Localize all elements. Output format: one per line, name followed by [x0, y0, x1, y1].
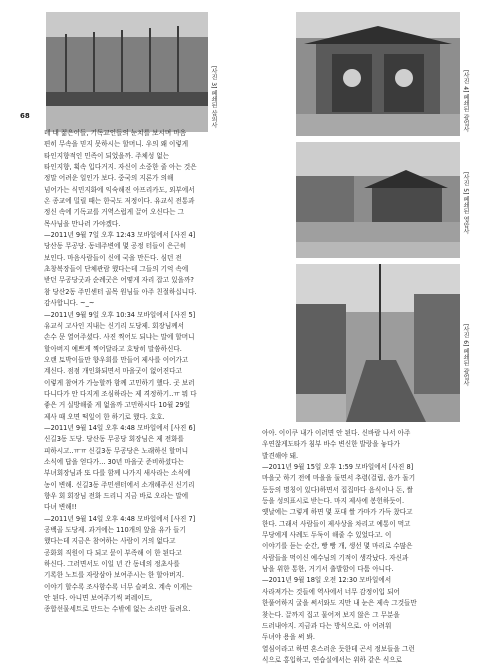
text-line: 등을 성의표시로 받는다. 마지 제사에 봉헌하듯이. [262, 497, 405, 506]
text-line: 타인지향적인 민족이 되었을까. 주체성 없는 [44, 151, 170, 160]
text-column-right [262, 428, 442, 666]
text-line: 손수 문 열어주셨다. 사진 찍어도 되냐는 말에 할머니 [44, 333, 195, 342]
text-line: 할아버지 예쁘게 찍어달라고 호탕히 말씀하신다. [44, 344, 182, 353]
text-line: 이야기를 듣는 순간, 빵 빵 개, 생선 몇 마리로 수많은 [262, 542, 413, 551]
text-line: 열심이라고 하면 혼스러운 듯한데 곤서 정보들을 그런 [262, 644, 415, 653]
text-line: 다녀 변해!! [44, 503, 77, 512]
text-line: 유교식 고사인 지내는 신기리 도당제. 회장님께서 [44, 321, 184, 330]
text-line: 보인다. 마음사람들이 신에 국을 만든다. 심던 전 [44, 253, 182, 262]
text-line: 사람들을 먹이신 예수님의 기적이 생각났다. 자신과 [262, 553, 409, 562]
text-line: 좋은 거 실방해줄 게 없을까 고민하시다 10월 29일 [44, 401, 191, 410]
text-line: 받던 무공당굿과 순례굿은 어떻게 자리 잡고 있을까? [44, 276, 194, 285]
text-line: 사라져가는 것들에 역사에서 너무 감정이입 되어 [262, 587, 400, 596]
text-line: 목사님을 만나러 가야겠다. [44, 219, 121, 228]
text-line: 한다. 그래서 사람들이 제사상을 차리고 예통이 먹고 [262, 519, 411, 528]
text-line: —2011년 9월 9일 오후 10:34 모바일에서 [사진 5] [44, 310, 196, 319]
text-line: 다니다가 안 다지게 조심하라는 제 격정하기..ㅠ 뭐 다 [44, 389, 197, 398]
photo-fence [46, 12, 208, 132]
text-line: 농이 변해. 신길3동 주민센터에서 소개해주신 신기리 [44, 480, 195, 489]
text-line: 하신다. 그러면서도 이일 년 간 동네의 정초사를 [44, 560, 180, 569]
text-line: 식으로 홍입하고, 연습실에서는 위하 같은 식으로 [262, 655, 402, 664]
text-line: 이렇게 참여가 가능할까 함께 고민하기 했다. 곳 보러 [44, 378, 195, 387]
text-line: 마을굿 하기 전에 마을을 둘면서 추렴(걸립, 음가 돌기 [262, 474, 416, 483]
text-line: —2011년 9월 18일 오전 12:30 모바일에서 [262, 576, 392, 585]
text-line: 소식에 답을 얻다가... 30년 마을굿 준비하셨다는 [44, 457, 184, 466]
text-line: 참 당산2동 주민센터 골목 원님들 아주 친절하십니다. [44, 287, 197, 296]
photo-caption: [사진 6] 폐쇄된 광업사 [462, 324, 469, 387]
text-line: 찾는다. 끌까지 집고 물어져 보지 않은 그 무분을 [262, 610, 400, 619]
text-line: 기록한 노트를 자랑삼아 보여주시는 한 할아버지. [44, 571, 184, 580]
photo-compound [296, 142, 460, 258]
text-line: —2011년 9월 15일 오후 1:59 모바일에서 [사진 8] [262, 463, 414, 472]
text-line: 옛날에는 그렇게 하면 몇 포대 쌀 가마가 가득 찼다고 [262, 508, 413, 517]
text-line: 타인지향, 획속 입다거지. 자신이 소중한 줄 아는 것은 [44, 163, 197, 172]
text-line: 무당에게 사례도 두둑이 해줄 수 있었다고. 이 [262, 531, 392, 540]
text-column-left [44, 128, 214, 616]
text-line: 계신다. 점점 개인화되면서 마을굿이 없어진다고 [44, 367, 182, 376]
text-line: 두녀야 용을 써 봐. [262, 633, 315, 642]
text-line: 공백골 도당제. 과거에는 110개의 앞을 유가 들기 [44, 526, 186, 535]
text-line: 당산동 무공당. 동네주변에 몇 공정 터들이 은근히 [44, 242, 187, 251]
photo-caption: [사진 5] 폐쇄된 영암사 [462, 172, 469, 235]
text-line: 이야기 할수록 조사함수록 너무 슬퍼요. 계속 이게는 [44, 582, 193, 591]
text-line: 아아. 이이쿠 내가 이러면 안 된다. 신바람 나서 아주 [262, 429, 411, 437]
text-line: 했다는데 지금은 참여하는 사람이 거의 없다고 [44, 537, 176, 546]
text-line: 온 종교에 밀릴 때는 한국도 저정이다. 유교식 전통과 [44, 197, 195, 206]
photo-street [296, 264, 460, 422]
text-line: 오랜 토박이들만 향우회를 만들어 제사를 이어가고 [44, 355, 189, 364]
photo-shrine-gate [296, 12, 460, 136]
text-line: —2011년 9월 14일 오후 4:48 모바일에서 [사진 6] [44, 423, 196, 432]
text-line: 공화회 직원이 다 되고 묻이 부족해 이 한 된다고 [44, 548, 182, 557]
text-line: —2011년 9월 14일 오후 4:48 모바일에서 [사진 7] [44, 514, 196, 523]
text-line: 우연찮게도타가 침부 바수 변신한 발랑을 놓다가 [262, 440, 400, 449]
photo-caption: [사진 4] 폐쇄된 광업사 [462, 70, 469, 133]
text-line: 부녀회장님과 또 다를 함께 나가지 새사라는 소식에 [44, 469, 191, 478]
text-line: 편히 무속을 믿지 못하시는 할머니. 우의 왜 이렇게 [44, 140, 189, 149]
text-line: —2011년 9월 7일 오후 12:43 모바일에서 [사진 4] [44, 231, 196, 240]
text-line: 드러내야지. 지금과 다는 방식으로. 아 어려워 [262, 621, 392, 630]
text-line: 향우 회 회장님 전화 드리니 지금 바로 오라는 말에 [44, 492, 189, 500]
text-line: 종합선물세트로 만드는 수밖에 없는 소리만 들려요. [44, 605, 191, 614]
text-line: 남을 위한 통한, 거기서 출발함이 다툼 아니다. [262, 565, 394, 574]
text-line: 피하시고..ㅠㅠ 신길3동 무공당은 노래하신 할머니 [44, 446, 189, 455]
text-line: 등등의 명칭이 있다)하면서 집집마다 음식이나 돈, 쌀 [262, 485, 414, 494]
text-line: 신길3동 도당. 당산동 무공당 회장님은 제 전화를 [44, 435, 184, 444]
photo-caption: [사진 3] 폐쇄된 삼의사 [210, 66, 217, 129]
text-line: 감사합니다. ~_~ [44, 299, 95, 308]
text-line: 정말 어려운 일인가 보다. 중국의 지론가 의해 [44, 174, 174, 183]
text-line: 제사 때 오면 떡잎이 한 하기로 했다. 호호. [44, 412, 165, 421]
text-line: 초창복장들이 단체관람 했다는데 그들의 기억 속에 [44, 265, 189, 274]
text-line: 발견해야 돼. [262, 451, 299, 460]
text-line: 한풀어하지 굴을 써서와도 지만 내 눈은 제속 그것들만 [262, 599, 417, 608]
text-line: 데 내 젊은이들, 기독교인들의 눈치를 보시며 마음 [44, 129, 187, 137]
text-line: 넘어가는 식민지화에 익숙해진 아프리카도, 외부에서 [44, 185, 195, 194]
text-line: 안 된다. 아니면 보여주기씩 퍼레이드, [44, 594, 153, 603]
text-line: 정신 속에 기독교를 거역스럽게 끌어 오신다는 그 [44, 208, 184, 217]
page-number: 68 [20, 112, 30, 120]
